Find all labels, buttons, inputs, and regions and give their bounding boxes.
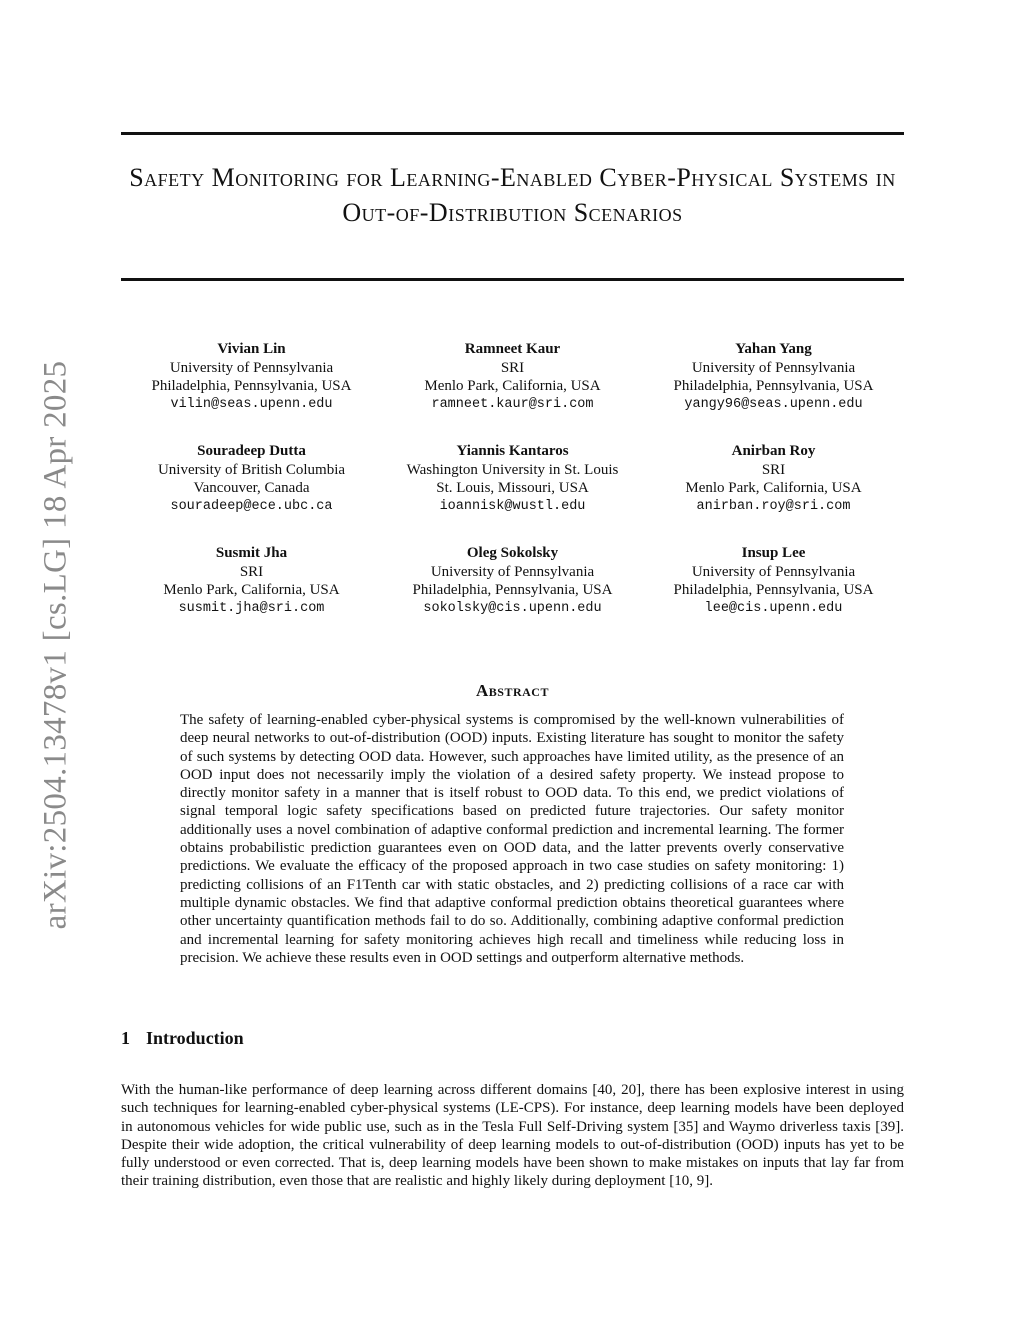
author-name: Oleg Sokolsky: [466, 545, 559, 561]
author-name: Susmit Jha: [215, 545, 288, 561]
author-affiliation: SRI: [761, 461, 786, 478]
author-card: [643, 442, 904, 516]
author-name: Souradeep Dutta: [197, 443, 306, 459]
author-row: [121, 544, 904, 618]
author-card: [382, 442, 643, 516]
section-number: 1: [121, 1028, 130, 1048]
author-name: Vivian Lin: [217, 341, 286, 357]
author-name: Yahan Yang: [735, 341, 812, 357]
author-email: anirban.roy@sri.com: [696, 498, 851, 514]
author-row: [121, 442, 904, 516]
author-location: Menlo Park, California, USA: [424, 378, 601, 394]
title-bottom-rule: [121, 278, 904, 281]
author-affiliation: SRI: [239, 563, 264, 580]
author-card: [643, 544, 904, 618]
author-affiliation: Washington University in St. Louis: [406, 461, 619, 478]
author-row: [121, 340, 904, 414]
author-email: vilin@seas.upenn.edu: [170, 396, 333, 412]
author-block: [121, 340, 904, 646]
author-name: Yiannis Kantaros: [456, 443, 569, 459]
author-name: Insup Lee: [741, 545, 806, 561]
author-location: Philadelphia, Pennsylvania, USA: [673, 582, 874, 598]
author-location: St. Louis, Missouri, USA: [436, 480, 589, 496]
author-location: Philadelphia, Pennsylvania, USA: [412, 582, 613, 598]
author-affiliation: University of British Columbia: [157, 461, 346, 478]
arxiv-identifier-stamp: arXiv:2504.13478v1 [cs.LG] 18 Apr 2025: [37, 360, 74, 930]
abstract-text: The safety of learning-enabled cyber-physical systems is compromised by the well-known vulnerabilities of deep neural networks to out-of-distribution (OOD) inputs. Existing literature has sought to monitor the safety of such systems by detecting OOD data. However, such approaches have limited utility, as the presence of an OOD input does not necessarily imply the violation of a desired safety property. We instead propose to directly monitor safety in a manner that is itself robust to OOD data. To this end, we predict violations of signal temporal logic safety specifications based on predicted future trajectories. Our safety monitor additionally uses a novel combination of adaptive conformal prediction and incremental learning. The former obtains probabilistic prediction guarantees even on OOD data, and the latter prevents overly conservative predictions. We evaluate the efficacy of the proposed approach in two case studies on safety monitoring: 1) predicting collisions of an F1Tenth car with static obstacles, and 2) predicting collisions of a race car with multiple dynamic obstacles. We find that adaptive conformal prediction obtains theoretical guarantees where other uncertainty quantification methods fail to do so. Additionally, combining adaptive conformal prediction and incremental learning for safety monitoring achieves high recall and timeliness while reducing loss in precision. We achieve these results even in OOD settings and outperform alternative methods.: [180, 712, 844, 966]
section-title: Introduction: [146, 1028, 244, 1048]
author-location: Philadelphia, Pennsylvania, USA: [673, 378, 874, 394]
author-email: susmit.jha@sri.com: [178, 600, 325, 616]
author-name: Ramneet Kaur: [464, 341, 561, 357]
author-card: [382, 340, 643, 414]
author-location: Philadelphia, Pennsylvania, USA: [151, 378, 352, 394]
author-card: [121, 340, 382, 414]
title-top-rule: [121, 132, 904, 135]
author-email: ramneet.kaur@sri.com: [431, 396, 594, 412]
author-affiliation: University of Pennsylvania: [169, 359, 334, 376]
author-affiliation: University of Pennsylvania: [691, 563, 856, 580]
author-email: yangy96@seas.upenn.edu: [684, 396, 863, 412]
author-name: Anirban Roy: [731, 443, 816, 459]
author-email: ioannisk@wustl.edu: [439, 498, 586, 514]
author-location: Vancouver, Canada: [193, 480, 310, 496]
paper-title: Safety Monitoring for Learning-Enabled Cyber-Physical Systems in Out-of-Distribution Scenarios: [129, 163, 896, 227]
section-heading: [121, 1028, 244, 1049]
author-location: Menlo Park, California, USA: [163, 582, 340, 598]
author-card: [121, 442, 382, 516]
author-card: [121, 544, 382, 618]
author-email: lee@cis.upenn.edu: [704, 600, 843, 616]
abstract-heading: Abstract: [476, 681, 549, 700]
author-affiliation: University of Pennsylvania: [430, 563, 595, 580]
author-card: [382, 544, 643, 618]
author-location: Menlo Park, California, USA: [685, 480, 862, 496]
author-email: souradeep@ece.ubc.ca: [170, 498, 333, 514]
introduction-text: With the human-like performance of deep learning across different domains [40, 20], there has been explosive interest in using such techniques for learning-enabled cyber-physical systems (LE-CPS). For instance, deep learning models have been deployed in autonomous vehicles for wide public use, such as in the Tesla Full Self-Driving system [35] and Waymo driverless taxis [39]. Despite their wide adoption, the critical vulnerability of deep learning models to out-of-distribution (OOD) inputs has yet to be fully understood or even corrected. That is, deep learning models have been shown to make mistakes on inputs that lay far from their training distribution, even those that are realistic and highly likely during deployment [10, 9].: [121, 1082, 904, 1190]
author-card: [643, 340, 904, 414]
author-email: sokolsky@cis.upenn.edu: [423, 600, 602, 616]
author-affiliation: SRI: [500, 359, 525, 376]
author-affiliation: University of Pennsylvania: [691, 359, 856, 376]
